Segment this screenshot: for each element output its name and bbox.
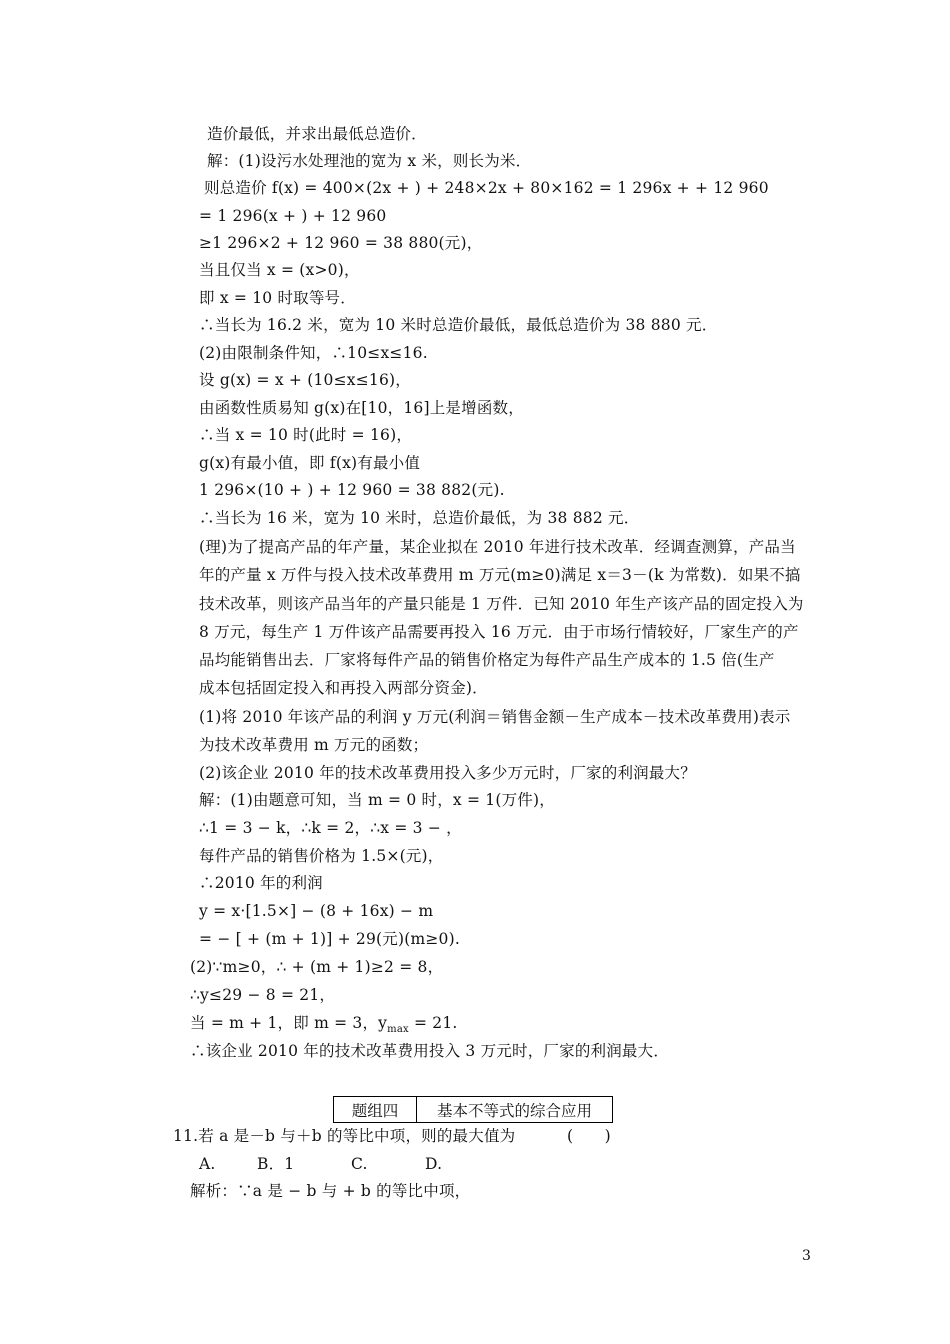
text-line: 8 万元，每生产 1 万件该产品需要再投入 16 万元．由于市场行情较好，厂家生产的产 — [199, 623, 799, 641]
option-d: D. — [425, 1155, 443, 1173]
text-line: 解：(1)由题意可知，当 m = 0 时，x = 1(万件)， — [199, 791, 555, 809]
option-c: C. — [351, 1155, 368, 1173]
text-line: ∴当 x = 10 时(此时 = 16)， — [199, 426, 413, 444]
text-line: ∴y≤29 − 8 = 21， — [190, 986, 336, 1004]
text-line: = 1 296(x + ) + 12 960 — [199, 207, 387, 225]
page-number: 3 — [802, 1248, 811, 1264]
text-line: (2)由限制条件知，∴10≤x≤16. — [199, 344, 428, 362]
text-line: (1)将 2010 年该产品的利润 y 万元(利润＝销售金额－生产成本－技术改革费用)表示 — [199, 708, 791, 726]
subscript: max — [387, 1024, 409, 1036]
text-line: (2)∵m≥0，∴ + (m + 1)≥2 = 8， — [190, 958, 444, 976]
text-line: 年的产量 x 万件与投入技术改革费用 m 万元(m≥0)满足 x＝3－(k 为常数)．如果不搞 — [199, 566, 801, 584]
topic-group-label: 题组四 — [334, 1097, 417, 1122]
text-line: = − [ + (m + 1)] + 29(元)(m≥0). — [199, 930, 460, 948]
text-line: y = x·[1.5×] − (8 + 16x) − m — [199, 902, 434, 920]
option-b: B．1 — [257, 1155, 295, 1173]
text-line: ∴当长为 16.2 米，宽为 10 米时总造价最低，最低总造价为 38 880 元． — [199, 316, 718, 334]
text-line: 设 g(x) = x + (10≤x≤16)， — [199, 371, 411, 389]
text-line: 1 296×(10 + ) + 12 960 = 38 882(元). — [199, 481, 505, 499]
text-line: 解析：∵a 是 − b 与 + b 的等比中项， — [190, 1182, 471, 1200]
text-line: 为技术改革费用 m 万元的函数； — [199, 736, 429, 754]
text-line: ∴2010 年的利润 — [199, 874, 323, 892]
text-line: 品均能销售出去．厂家将每件产品的销售价格定为每件产品生产成本的 1.5 倍(生产 — [199, 651, 775, 669]
text-line: ≥1 296×2 + 12 960 = 38 880(元)， — [199, 234, 483, 252]
text-line: 解：(1)设污水处理池的宽为 x 米，则长为米． — [207, 152, 532, 170]
text-line: ∴1 = 3 − k，∴k = 2，∴x = 3 − ， — [199, 819, 462, 837]
text-line: 技术改革，则该产品当年的产量只能是 1 万件．已知 2010 年生产该产品的固定投入为 — [199, 595, 804, 613]
text-line: 每件产品的销售价格为 1.5×(元)， — [199, 847, 444, 865]
text-line: 由函数性质易知 g(x)在[10，16]上是增函数， — [199, 399, 524, 417]
text-line — [190, 1013, 458, 1040]
text-line: g(x)有最小值，即 f(x)有最小值 — [199, 454, 421, 472]
question-line: 11.若 a 是－b 与＋b 的等比中项，则的最大值为 — [173, 1127, 516, 1145]
text-line: ∴该企业 2010 年的技术改革费用投入 3 万元时，厂家的利润最大． — [190, 1042, 670, 1060]
text-line: 当且仅当 x = (x>0)， — [199, 261, 360, 279]
text-line: (理)为了提高产品的年产量，某企业拟在 2010 年进行技术改革．经调查测算，产品当 — [199, 538, 796, 556]
answer-bracket: ( ) — [567, 1127, 611, 1145]
text-line: 即 x = 10 时取等号． — [199, 289, 356, 307]
text-line: 造价最低，并求出最低总造价． — [207, 125, 427, 143]
topic-group-title: 基本不等式的综合应用 — [436, 1101, 592, 1120]
text-line: ∴当长为 16 米，宽为 10 米时，总造价最低，为 38 882 元． — [199, 509, 640, 527]
option-a: A. — [199, 1155, 216, 1173]
text-segment: 当 = m + 1，即 m = 3，y — [190, 1014, 388, 1032]
text-line: 成本包括固定投入和再投入两部分资金)． — [199, 679, 488, 697]
topic-group-table — [333, 1096, 613, 1123]
text-line: 则总造价 f(x) = 400×(2x + ) + 248×2x + 80×162 = 1 296x + + 12 960 — [204, 179, 769, 197]
text-segment: = 21. — [408, 1014, 458, 1032]
text-line: (2)该企业 2010 年的技术改革费用投入多少万元时，厂家的利润最大？ — [199, 764, 696, 782]
